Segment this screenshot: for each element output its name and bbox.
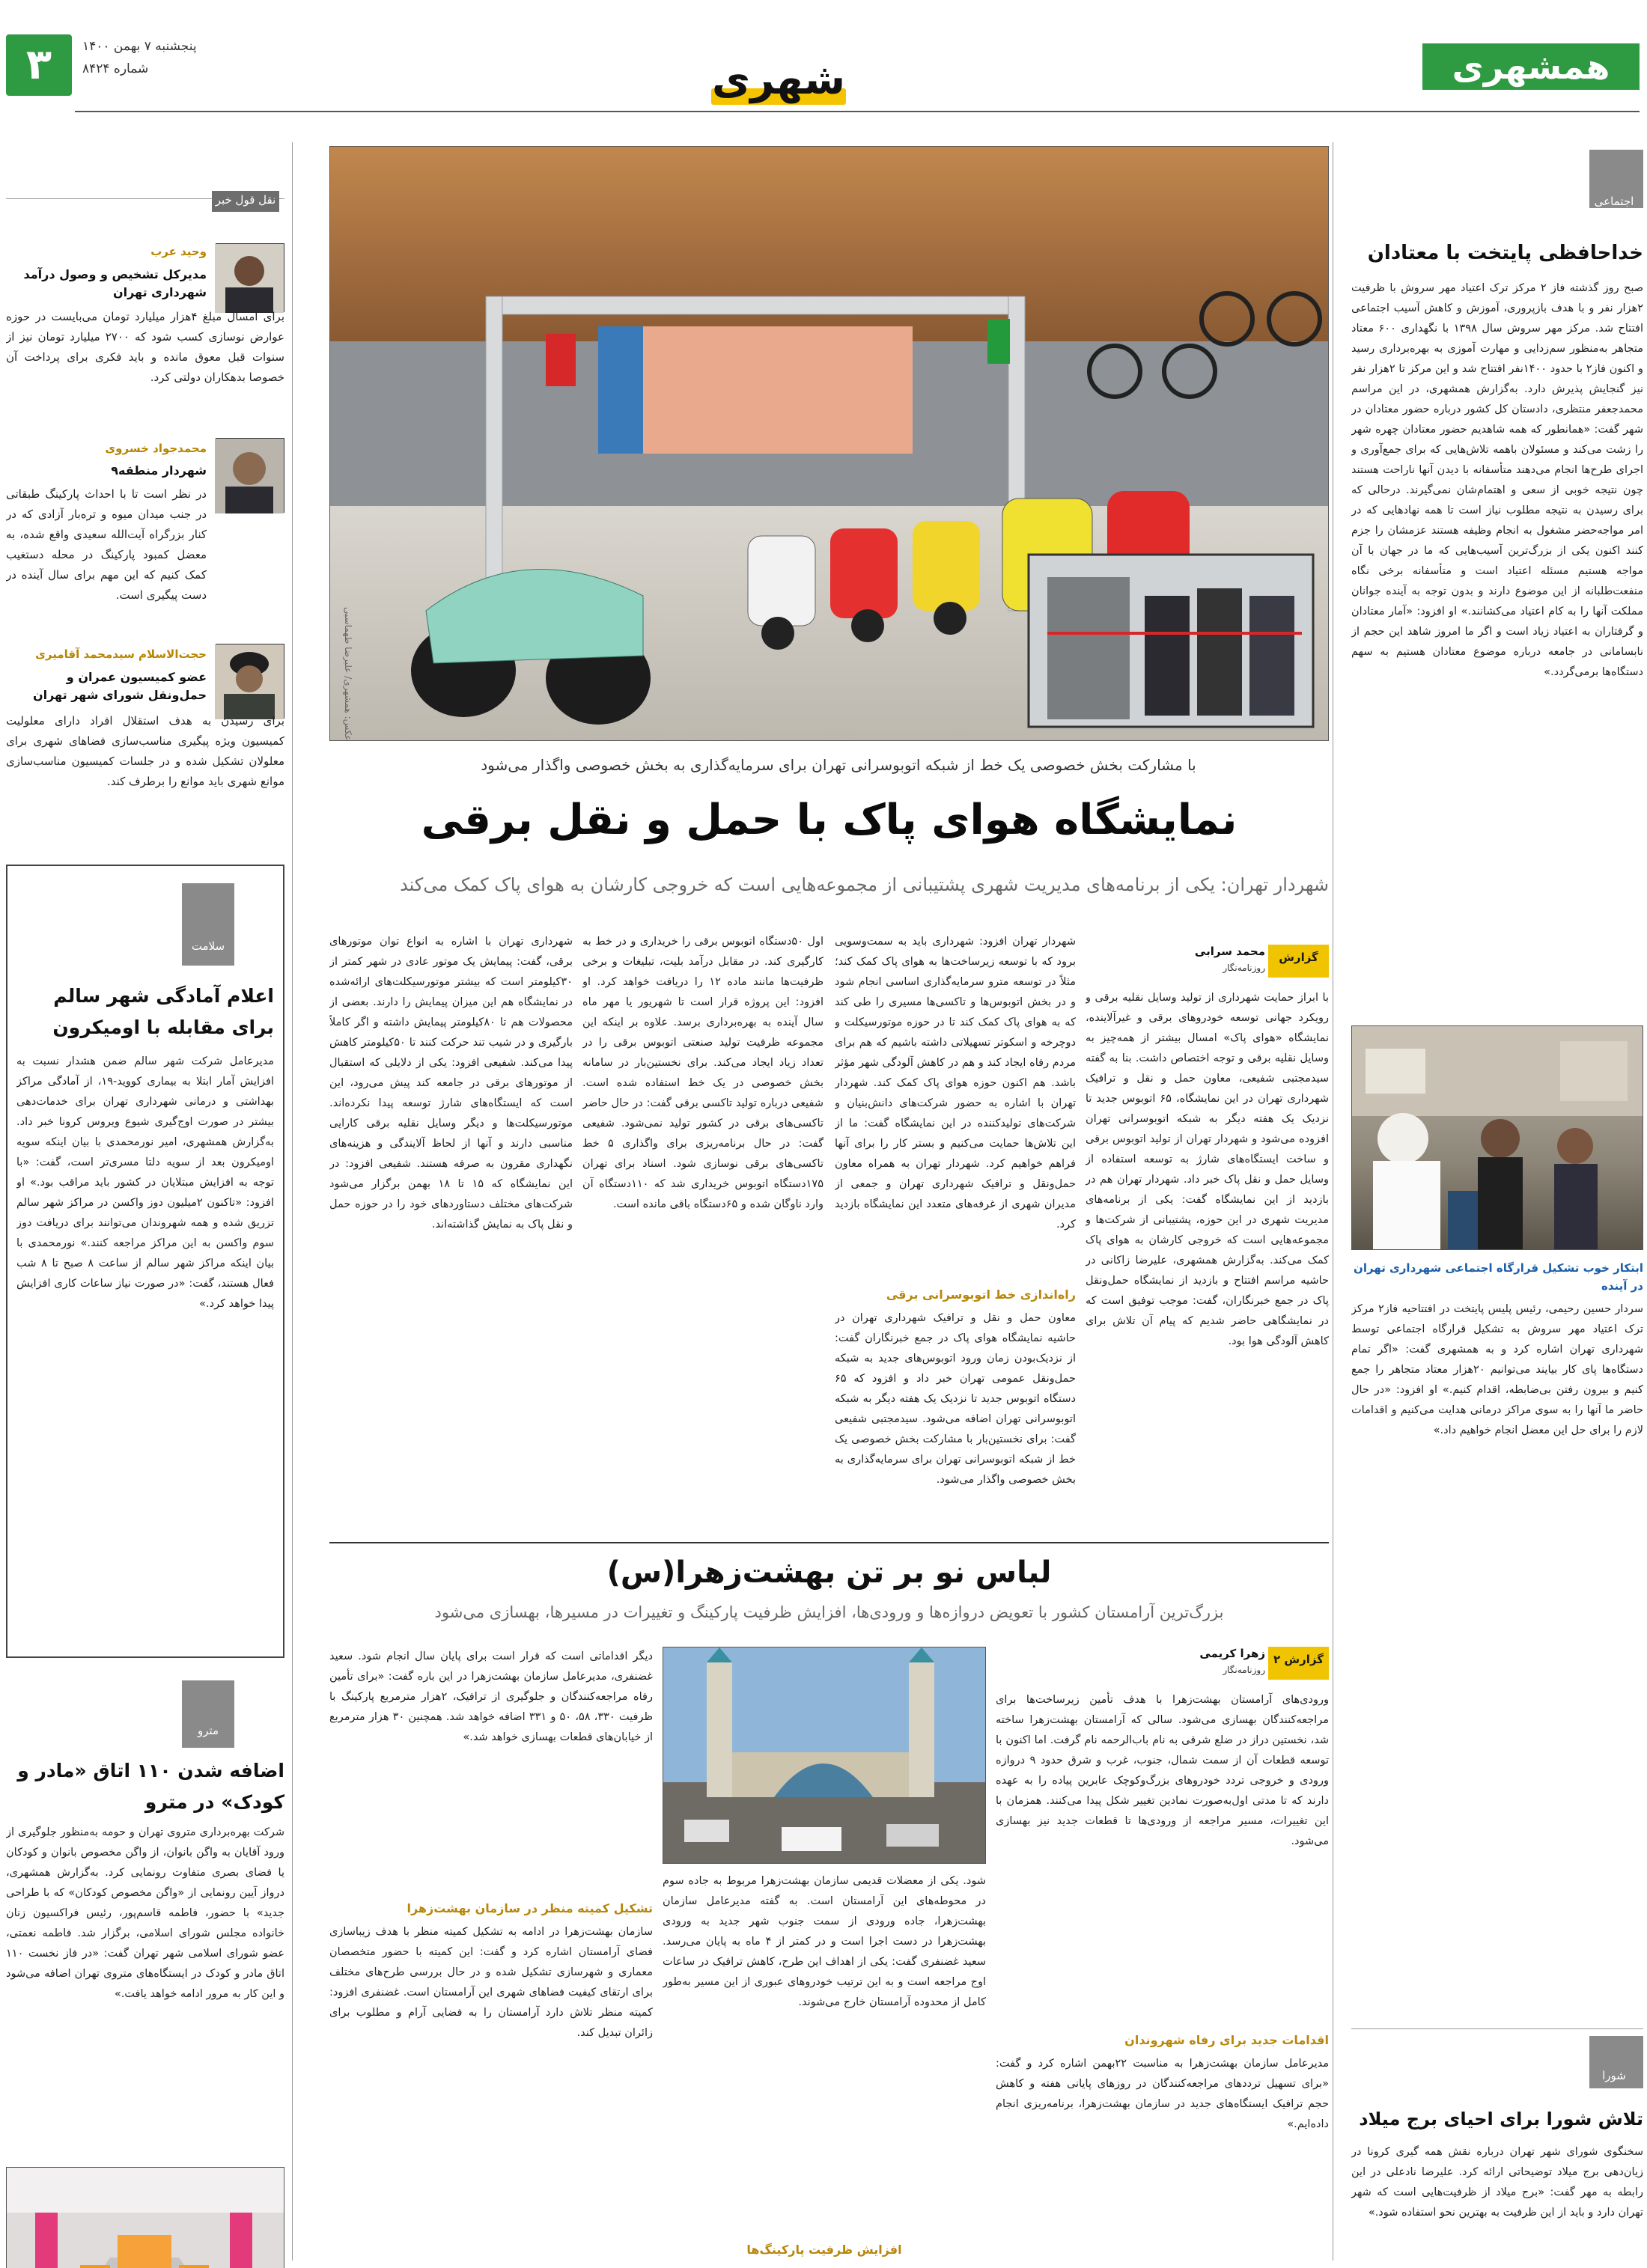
main-article-col-4: شهرداری تهران با اشاره به انواع توان موتورهای برقی، گفت: پیمایش یک موتور عادی در شهر کمتر از ۳۰کیلومتر است که بیشتر موتورسیکلت‌های ارائه‌شده در نمایشگاه هم این میزان پیمایش را دارند. بعضی از محصولات هم تا ۸۰کیلومتر پیمایش داشته و اگر کاملاً بارگیری و در شیب تند حرکت کنند تا ۵۰کیلومتر کاهش پیدا می‌کند. شفیعی افزود: یکی از دلایلی که استقبال از موتورهای برقی در جامعه کند پیش می‌رود، این است که ایستگاه‌های شارژ توسعه پیدا نکرده‌اند. موتورسیکلت‌ها و دیگر وسایل نقلیه برقی کارایی مناسبی دارند و آنها از لحاظ آلایندگی و هزینه‌های نگهداری مقرون به صرفه هستند. شفیعی افزود: در این نمایشگاه که ۱۵ تا ۱۸ بهمن برگزار می‌شود شرکت‌های مختلف دستاوردهای خود را در حوزه حمل و نقل پاک به نمایش گذاشته‌اند. xyxy=(329,936,573,1231)
headline-kicker: با مشارکت بخش خصوصی یک خط از شبکه اتوبوسرانی تهران برای سرمایه‌گذاری به بخش خصوصی واگذار می‌شود xyxy=(481,756,1196,774)
quote-role-3: عضو کمیسیون عمران و حمل‌ونقل شورای شهر تهران xyxy=(32,670,207,702)
quote-body-2: در نظر است تا با احداث پارکینگ طبقاتی در جنب میدان میوه و تره‌بار آزادی که در کنار بزرگراه آیت‌الله سعیدی واقع شده، به معضل کمبود پارکینگ در محله دستغیب کمک کنیم که این مهم برای سال آینده در دست پیگیری است. xyxy=(6,487,207,602)
behesht-zahra-photo xyxy=(663,1647,986,1864)
byline-role: روزنامه‌نگار xyxy=(1223,963,1265,973)
health-tab xyxy=(182,883,234,966)
issue-number: شماره ۸۴۲۴ xyxy=(82,61,149,76)
main-article-col-1: با ابراز حمایت شهرداری از تولید وسایل نقلیه برقی و رویکرد جهانی توسعه خودروهای برقی و غیرآلاینده، نمایشگاه «هوای پاک» امسال بیشتر از همه‌چیز به وسایل نقلیه برقی و توجه اختصاص داشت. بنا به گفته سیدمجتبی شفیعی، معاون حمل و نقل و ترافیک شهرداری تهران در این نمایشگاه، ۶۵ اتوبوس جدید تا نزدیک یک هفته دیگر به شبکه اتوبوسرانی تهران افزوده می‌شود و شهردار تهران از تولید اتوبوس برقی و ساخت ایستگاه‌های شارژ به توسعه استفاده از وسایل حمل و نقل پاک خبر داد. شهردار تهران هم در بازدید از این نمایشگاه گفت: یکی از برنامه‌های مدیریت شهری در این حوزه، پشتیبانی از شرکت‌ها و مجموعه‌هایی است که خروجی کارشان به هوای پاک کمک می‌کند. به‌گزارش همشهری، علیرضا زاکانی در حاشیه مراسم افتتاح و بازدید از نمایشگاه حمل‌ونقل پاک در جمع خبرنگاران، گفت: موجب توفیق است که در نمایشگاهی حاضر شدیم که پیام آن تلاش برای کاهش آلودگی هوا بود. xyxy=(1086,992,1329,1347)
second-article-col-3: دیگر اقداماتی است که قرار است برای پایان سال انجام شود. سعید غضنفری، مدیرعامل سازمان بهشت‌زهرا در این باره گفت: «برای تأمین رفاه مراجعه‌کنندگان و جلوگیری از ترافیک، ۲هزار مترمربع پارکینگ با ظرفیت ۳۳۰، ۵۸، ۵۰ و ۳۳۱ اضافه خواهد شد. همچنین ۳۰ هزار مترمربع از خیابان‌های قطعات بهسازی خواهد شد.» xyxy=(329,1650,653,1743)
masthead-rule xyxy=(75,111,1640,112)
second-article-col-1: ورودی‌های آرامستان بهشت‌زهرا با هدف تأمین زیرساخت‌ها برای مراجعه‌کنندگان بهسازی می‌شود. سالی که آرامستان بهشت‌زهرا ساخته شد، نخستین دراز در ضلع شرقی به نام باب‌الرحمه نام گرفت. اما اکنون با توسعه قطعات آن از سمت شمال، جنوب، غرب و شرق حدود ۹ دروازه ورودی و خروجی تردد خودروهای بزرگ‌وکوچک عابرین پیاده را به عهده دارند که تا مدتی اول‌به‌صورت نمادین تغییر شکل پیدا می‌کنند. همزمان با این تغییرات، مسیر مراجعه از ورودی‌ها تا قطعات جدید نیز بهسازی می‌شود. xyxy=(996,1694,1329,1847)
health-body: مدیرعامل شرکت شهر سالم ضمن هشدار نسبت به افزایش آمار ابتلا به بیماری کووید-۱۹، از آمادگی مراکز بهداشتی و درمانی شهرداری تهران برای خدمات‌دهی بیشتر در صورت اوج‌گیری شیوع ویروس کرونا خبر داد. به‌گزارش همشهری، امیر نورمحمدی با بیان اینکه سویه اومیکرون بعد از سویه دلتا مسری‌تر است، گفت: «با توجه به افزایش مبتلایان در کشور باید مراقب بود.» او افزود: «تاکنون ۲میلیون دوز واکسن در مراکز شهر سالم تزریق شده و همه شهروندان می‌توانند برای دریافت دوز سوم واکسن به این مراکز مراجعه کنند.» نورمحمدی با بیان اینکه مراکز شهر سالم از ساعت ۸ صبح تا ۸ شب فعال هستند، گفت: «در صورت نیاز ساعات کاری افزایش پیدا خواهد کرد.» xyxy=(16,1055,274,1310)
byline-report-label: گزارش xyxy=(1279,951,1318,964)
metro-wagon-photo xyxy=(6,2167,284,2268)
article-body-2: سردار حسین رحیمی، رئیس پلیس پایتخت در افتتاحیه فاز۲ مرکز ترک اعتیاد مهر سروش به تشکیل قرارگاه اجتماعی توسط شهرداری تهران اشاره کرد و به همشهری گفت: «اگر تمام دستگاه‌ها پای کار بیایند می‌توانیم ۲۰هزار معتاد متجاهر را جمع کنیم و بیرون رفتن بی‌ضابطه، اقدام کنیم.» او افزود: «در حال حاضر ما آنها را به سوی مراکز درمانی هدایت می‌کنیم و اقدامات لازم را برای حل این معضل انجام خواهیم داد.» xyxy=(1351,1303,1643,1436)
photo-credit: عکس: همشهری/ علیرضا طهماسبی xyxy=(343,607,353,741)
health-tab-label: سلامت xyxy=(191,939,225,953)
main-article-col-2: شهردار تهران افزود: شهرداری باید به سمت‌وسویی برود که با توسعه زیرساخت‌ها به هوای پاک کمک کند؛ مثلاً در توسعه مترو سرمایه‌گذاری اساسی انجام شود و در بخش اتوبوس‌ها و تاکسی‌ها مسیری را طی کند که به هوای پاک کمک کند تا در حوزه موتورسیکلت و دوچرخه و اسکوتر تسهیلاتی داشته باشیم که هم برای مردم رفاه ایجاد کند و هم در کاهش آلودگی شهر مؤثر باشد. هم اکنون حوزه هوای پاک کمک کند. شهردار تهران با اشاره به حضور شرکت‌های دانش‌بنیان و شرکت‌های تولیدکننده در این نمایشگاه گفت: ما از این تلاش‌ها حمایت می‌کنیم و بستر کار را برای آنها فراهم خواهیم کرد. شهردار تهران به همراه معاون حمل‌ونقل و ترافیک شهرداری تهران و جمعی از مدیران شهری از غرفه‌های متعدد این نمایشگاه بازدید کرد. xyxy=(835,936,1076,1231)
quote-avatar-3 xyxy=(216,644,284,719)
shura-title: تلاش شورا برای احیای برج میلاد xyxy=(1359,2109,1643,2130)
byline-author: محمد سرابی xyxy=(1194,945,1265,958)
main-article-subhead-1: راه‌اندازی خط اتوبوسرانی برقی xyxy=(886,1287,1076,1302)
shura-rule xyxy=(1351,2028,1643,2029)
main-article-col-3: اول ۵۰دستگاه اتوبوس برقی را خریداری و در خط به کارگیری کند. در مقابل درآمد بلیت، تبلیغات و برخی ظرفیت‌ها مانند ماده ۱۲ را دریافت خواهد کرد. او افزود: این پروژه قرار است تا شهریور یا مهر ماه سال آینده به بهره‌برداری برسد. علاوه بر اینکه این مجموعه ظرفیت تولید صنعتی اتوبوس برقی را در تعداد زیاد ایجاد می‌کند. برای نخستین‌بار در سامانه بخش خصوصی در یک خط استفاده شده است. شفیعی درباره تولید تاکسی برقی گفت: در حال حاضر تاکسی‌های برقی در کشور تولید نمی‌شود. شفیعی گفت: در حال برنامه‌ریزی برای واگذاری ۵ خط تاکسی‌های برقی نوسازی شود. اسناد برای تهران ۱۷۵دستگاه اتوبوس خریداری شد که ۱۱۰دستگاه آن وارد ناوگان شده و ۶۵دستگاه باقی مانده است. xyxy=(582,936,824,1210)
second-article-subhead-3: افزایش ظرفیت پارکینگ‌ها xyxy=(746,2243,902,2257)
quote-role-2: شهردار منطقه۹ xyxy=(111,463,207,478)
metro-tab xyxy=(182,1680,234,1748)
exhibition-photo xyxy=(329,146,1329,741)
ceremony-photo-illustration xyxy=(1351,1026,1643,1250)
quotes-tab-label: نقل قول خبر xyxy=(215,193,276,207)
main-article-col-2b: معاون حمل و نقل و ترافیک شهرداری تهران در حاشیه نمایشگاه هوای پاک در جمع خبرنگاران گفت: از نزدیک‌بودن زمان ورود اتوبوس‌های جدید به شبکه حمل‌ونقل عمومی تهران خبر داد و افزود که ۶۵ دستگاه اتوبوس جدید تا نزدیک یک هفته دیگر به شبکه اتوبوسرانی تهران اضافه می‌شود. سیدمجتبی شفیعی گفت: برای نخستین‌بار با مشارکت بخش خصوصی یک خط از شبکه اتوبوسرانی تهران برای سرمایه‌گذاری به بخش خصوصی واگذار می‌شود. xyxy=(835,1312,1076,1486)
second-article-col-3b: سازمان بهشت‌زهرا در ادامه به تشکیل کمیته منظر با هدف زیباسازی فضای آرامستان اشاره کرد و گفت: این کمیته با حضور متخصصان معماری و شهرسازی تشکیل شده و در حال بررسی طرح‌های مختلف برای ارتقای کیفیت فضاهای شهری این آرامستان است. غضنفری افزود: کمیته منظر تلاش دارد آرامستان را به فضایی آرام و مطلوب برای زائران تبدیل کند. xyxy=(329,1926,653,2039)
logo: همشهری xyxy=(1452,46,1610,87)
person-icon xyxy=(215,244,284,313)
quote-avatar-2 xyxy=(216,438,284,513)
second-article-deck: بزرگ‌ترین آرامستان کشور با تعویض دروازه‌ها و ورودی‌ها، افزایش ظرفیت پارکینگ و تغییرات در مسیرها، بهسازی می‌شود xyxy=(434,1603,1224,1621)
quote-name-2: محمدجواد خسروی xyxy=(105,442,207,455)
quote-name-1: وحید عرب xyxy=(150,245,207,258)
person-icon xyxy=(215,439,284,513)
second-article-col-2: شود. یکی از معضلات قدیمی سازمان بهشت‌زهرا مربوط به جاده سوم در محوطه‌های این آرامستان است. به گفته مدیرعامل سازمان بهشت‌زهرا، جاده ورودی از سمت جنوب شهر جدید به ورودی بهشت‌زهرا در دست اجرا است و در کمتر از ۴ ماه به پایان می‌رسد. سعید غضنفری گفت: یکی از اهداف این طرح، کاهش ترافیک در ساعات اوج مراجعه است و به این ترتیب خودروهای عبوری از این مسیر به‌طور کامل از محدوده آرامستان خارج می‌شوند. xyxy=(663,1875,986,2008)
main-article-bottom-rule xyxy=(329,1542,1329,1543)
masthead xyxy=(0,0,1647,150)
social-column xyxy=(1344,142,1643,2261)
second-article-title: لباس نو بر تن بهشت‌زهرا(س) xyxy=(606,1555,1052,1590)
quotes-sidebar xyxy=(6,146,284,2261)
metro-body: شرکت بهره‌برداری متروی تهران و حومه به‌منظور جلوگیری از ورود آقایان به واگن بانوان، از واگن مخصوص بانوان و کودکان یا فضای بصری متفاوت رونمایی کرد. به‌گزارش همشهری، درواز آیین رونمایی از «واگن مخصوص کودکان» که با طراحی جدید» با حضور، فاطمه قاسم‌پور، رئیس فراکسیون زنان خانواده مجلس شورای اسلامی، برگزار شد. فاطمه نعمتی، عضو شورای اسلامی شهر تهران گفت: «در فاز نخست ۱۱۰ اتاق مادر و کودک در ایستگاه‌های متروی تهران اضافه می‌شود و این کار به مرور ادامه خواهد یافت.» xyxy=(6,1826,284,2000)
second-byline-author: زهرا کریمی xyxy=(1199,1647,1265,1660)
headline-title: نمایشگاه هوای پاک با حمل و نقل برقی xyxy=(421,796,1237,844)
quote-body-1: برای امسال مبلغ ۴هزار میلیارد تومان می‌بایست در حوزه عوارض نوسازی کسب شود که ۲۷۰۰ میلیارد تومان نیز از سنوات قبل معوق مانده و باید فکری برای پرداخت آن خصوصا بدهکاران دولتی کرد. xyxy=(6,310,284,384)
section-title: شهری xyxy=(711,55,846,104)
issue-date: پنجشنبه ۷ بهمن ۱۴۰۰ xyxy=(82,39,197,54)
shura-body: سخنگوی شورای شهر تهران درباره نقش همه گیری کرونا در زیان‌دهی برج میلاد توضیحاتی ارائه کرد. علیرضا نادعلی در این رابطه به مهر گفت: «برج میلاد از ظرفیت‌هایی است که شهر تهران دارد و باید از این ظرفیت به بهترین نحو استفاده شود.» xyxy=(1351,2146,1643,2219)
person-icon xyxy=(215,644,284,719)
quote-body-3: برای رسیدن به هدف استقلال افراد دارای معلولیت کمیسیون ویژه پیگیری مناسب‌سازی فضاهای شهری برای معلولان تشکیل شده و در جلسات کمیسیون مناسب‌سازی موانع شهری باید موانع را برطرف کند. xyxy=(6,714,284,788)
metro-title: اضافه شدن ۱۱۰ اتاق «مادر و کودک» در مترو xyxy=(17,1760,284,1813)
exhibition-photo-illustration xyxy=(329,147,1328,741)
second-byline-role: روزنامه‌نگار xyxy=(1223,1665,1265,1675)
second-byline-report-label: گزارش ۲ xyxy=(1273,1653,1324,1666)
separator-right xyxy=(292,142,293,2261)
headline-deck: شهردار تهران: یکی از برنامه‌های مدیریت شهری پشتیبانی از مجموعه‌هایی است که خروجی کارشان به هوای پاک کمک می‌کند xyxy=(400,874,1329,895)
second-article-col-1b: مدیرعامل سازمان بهشت‌زهرا به مناسبت ۲۲بهمن اشاره کرد و گفت: «برای تسهیل ترددهای مراجعه‌کنندگان در روزهای پایانی هفته و کاهش حجم ترافیک ایستگاه‌های جدید در سازمان بهشت‌زهرا، برنامه‌ریزی انجام داده‌ایم.» xyxy=(996,2058,1329,2130)
second-article-subhead-2: تشکیل کمیته منظر در سازمان بهشت‌زهرا xyxy=(407,1901,653,1915)
ceremony-photo xyxy=(1351,1025,1643,1250)
shura-tab-label: شورا xyxy=(1602,2069,1626,2082)
quote-role-1: مدیرکل تشخیص و وصول درآمد شهرداری تهران xyxy=(23,267,207,299)
metro-wagon-illustration xyxy=(6,2168,284,2268)
second-article-subhead-1: اقدامات جدید برای رفاه شهروندان xyxy=(1124,2033,1329,2047)
article-title: خداحافظی پایتخت با معتادان xyxy=(1367,242,1643,264)
photo-caption: ابتکار خوب تشکیل قرارگاه اجتماعی شهرداری تهران در آینده xyxy=(1354,1261,1643,1293)
behesht-zahra-photo-illustration xyxy=(663,1647,985,1864)
page-number: ۳ xyxy=(25,40,52,89)
quote-name-3: حجت‌الاسلام سیدمحمد آقامیری xyxy=(35,647,207,661)
article-body: صبح روز گذشته فاز ۲ مرکز ترک اعتیاد مهر سروش با ظرفیت ۲هزار نفر و با هدف بازپروری، آموزش و کاهش آسیب اجتماعی افتتاح شد. مرکز مهر سروش سال ۱۳۹۸ با نگهداری ۶۰۰ معتاد متجاهر به‌منظور سم‌زدایی و مهارت آموزی به بهره‌برداری رسید و اکنون فاز۲ با حدود ۱۴۰۰نفر افتتاح شد و این مرکز تا ۲هزار نفر نیز گنجایش پذیرش دارد. به‌گزارش همشهری، در این مراسم محمدجعفر منتظری، دادستان کل کشور درباره حضور معتادان در شهر گفت: «همانطور که همه شاهدیم حضور معتادان چهره شهر را زشت می‌کند و مسئولان باهمه تلاش‌هایی که برای جمع‌آوری و اجرای طرح‌ها انجام می‌دهند متأسفانه با دیدن آنها ناراحت هستند چون نتیجه خوبی از سعی و اهتمام‌شان نمی‌گیرند. درحالی که برای رسیدن به نتیجه مطلوب نیاز است تا همه نهادهایی که در امر مواجه‌حضر مشغول به انجام وظیفه هستند عزمشان را جزم کنند اکنون یکی از بزرگ‌ترین آسیب‌هایی که ما در جهان با آن مواجه هستیم مسئله اعتیاد است و متأسفانه برخی نگاه منفعت‌طلبانه از این موضوع دارند و بدون توجه به آینده جوانان مملکت آنها را به کام اعتیاد می‌کشانند.» او افزود: «آمار معتادان و گرفتاران به اعتیاد زیاد است و اگر ما امروز شاهد این حجم از نابسامانی در جامعه درباره موضوع معتادان هستیم به سهم دستگاه‌ها برمی‌گردد.» xyxy=(1351,282,1643,678)
health-title: اعلام آمادگی شهر سالم برای مقابله با اومیکرون xyxy=(52,985,274,1038)
metro-tab-label: مترو xyxy=(197,1724,219,1737)
section-tab-label: اجتماعی xyxy=(1594,195,1634,208)
quote-avatar-1 xyxy=(216,243,284,312)
